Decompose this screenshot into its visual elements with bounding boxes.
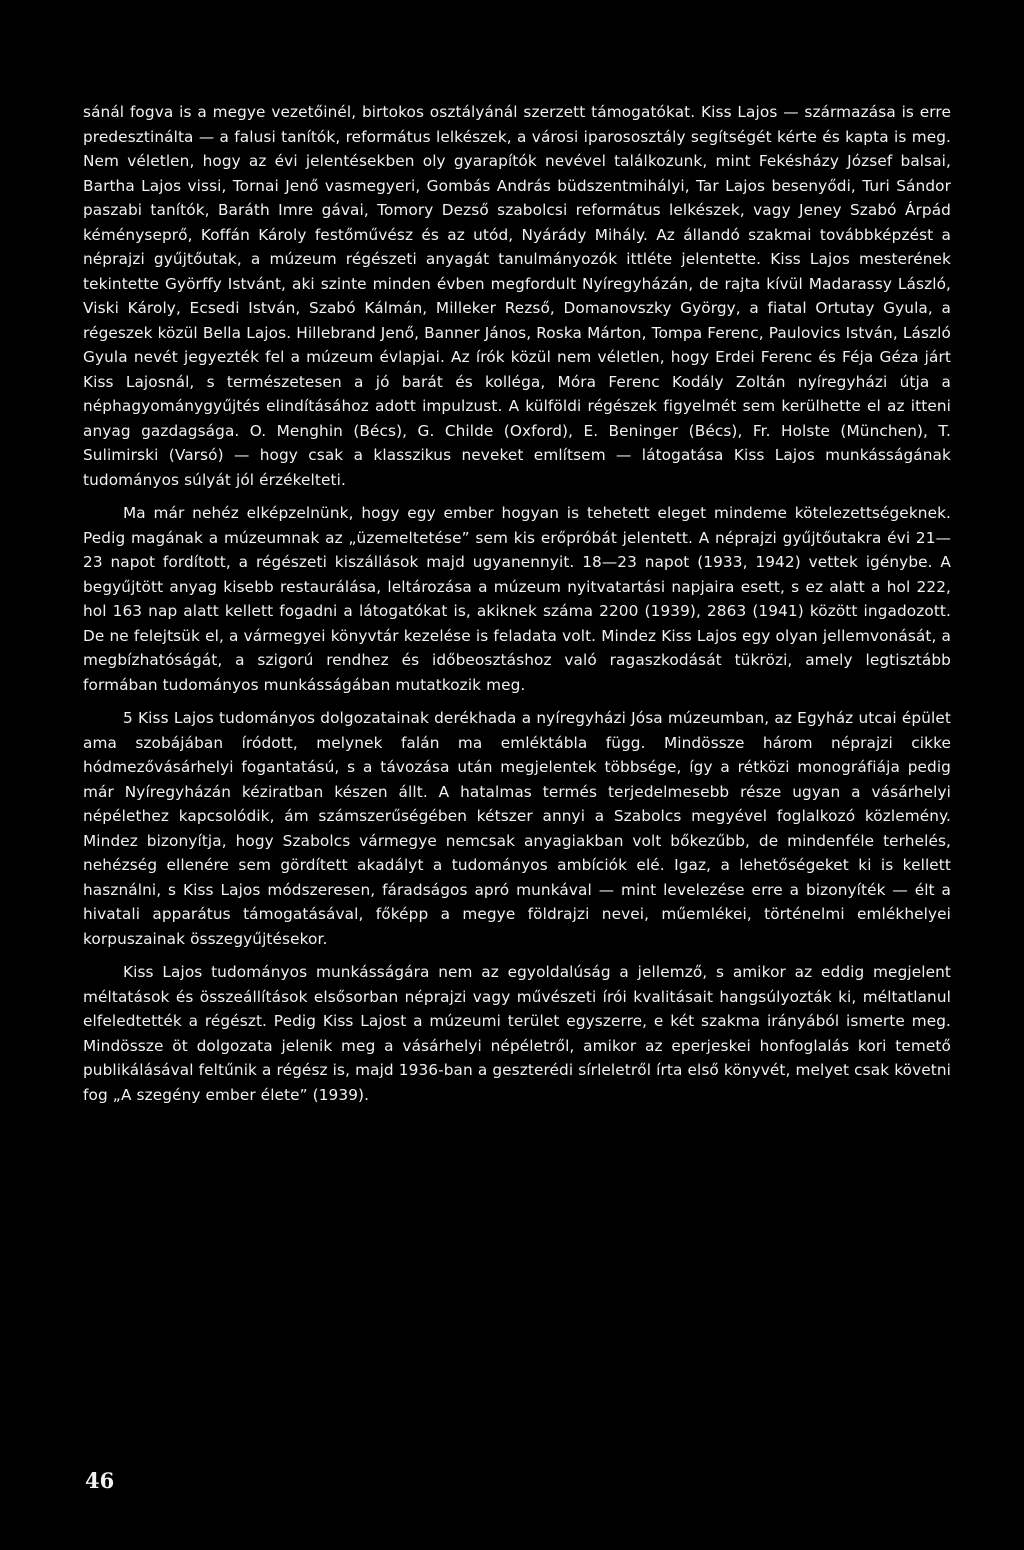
paragraph-2: Ma már nehéz elképzelnünk, hogy egy ember hogyan is tehetett eleget mindeme kötelezettségeknek. Pedig magának a múzeumnak az „üzemeltetése” sem kis erőpróbát jelentett. A néprajzi gyűjtőutakra évi 21—23 napot fordított, a régészeti kiszállások majd ugyanennyit. 18—23 napot (1933, 1942) vettek igénybe. A begyűjtött anyag kisebb restaurálása, leltározása a múzeum nyitvatartási napjaira esett, s ez alatt a hol 222, hol 163 nap alatt kellett fogadni a látogatókat is, akiknek száma 2200 (1939), 2863 (1941) között ingadozott. De ne felejtsük el, a vármegyei könyvtár kezelése is feladata volt. Mindez Kiss Lajos egy olyan jellemvonását, a megbízhatóságát, a szigorú rendhez és időbeosztáshoz való ragaszkodását tükrözi, amely legtisztább formában tudományos munkásságában mutatkozik meg. — [83, 504, 951, 694]
paragraph-4: Kiss Lajos tudományos munkásságára nem az egyoldalúság a jellemző, s amikor az eddig megjelent méltatások és összeállítások elsősorban néprajzi vagy művészeti írói kvalitásait hangsúlyozták ki, méltatlanul elfeledtették a régészt. Pedig Kiss Lajost a múzeumi terület egyszerre, e két szakma irányából ismerte meg. Mindössze öt dolgozata jelenik meg a vásárhelyi népéletről, amikor az eperjeskei honfoglalás kori temető publikálásával feltűnik a régész is, majd 1936-ban a geszterédi sírleletről írta első könyvét, melyet csak követni fog „A szegény ember élete” (1939). — [83, 963, 951, 1104]
paragraph-3: 5 Kiss Lajos tudományos dolgozatainak derékhada a nyíregyházi Jósa múzeumban, az Egyház utcai épület ama szobájában íródott, melynek falán ma emléktábla függ. Mindössze három néprajzi cikke hódmezővásárhelyi fogantatású, s a távozása után megjelentek többsége, így a rétközi monográfiája pedig már Nyíregyházán kéziratban készen állt. A hatalmas termés terjedelmesebb része ugyan a vásárhelyi népélethez kapcsolódik, ám számszerűségében kétszer annyi a Szabolcs megyével foglalkozó közlemény. Mindez bizonyítja, hogy Szabolcs vármegye nemcsak anyagiakban volt bőkezűbb, de mindenféle terhelés, nehézség ellenére sem gördített akadályt a tudományos ambíciók elé. Igaz, a lehetőségeket ki is kellett használni, s Kiss Lajos módszeresen, fáradságos apró munkával — mint levelezése erre a bizonyíték — élt a hivatali apparátus támogatásával, főképp a megye földrajzi nevei, műemlékei, történelmi emlékhelyei korpuszainak összegyűjtésekor. — [83, 709, 951, 948]
paragraph-1: sánál fogva is a megye vezetőinél, birtokos osztályánál szerzett támogatókat. Kiss Lajos — származása is erre predesztinálta — a falusi tanítók, református lelkészek, a városi iparososztály segítségét kérte és kapta is meg. Nem véletlen, hogy az évi jelentésekben oly gyarapítók nevével találkozunk, mint Fekésházy József balsai, Bartha Lajos vissi, Tornai Jenő vasmegyeri, Gombás András büdszentmihályi, Tar Lajos besenyődi, Turi Sándor paszabi tanítók, Baráth Imre gávai, Tomory Dezső szabolcsi református lelkészek, vagy Jeney Szabó Árpád kéményseprő, Koffán Károly festőművész és az utód, Nyárády Mihály. Az állandó szakmai továbbképzést a néprajzi gyűjtőutak, a múzeum régészeti anyagát tanulmányozók ittléte jelentette. Kiss Lajos mesterének tekintette Györffy Istvánt, aki szinte minden évben megfordult Nyíregyházán, de rajta kívül Madarassy László, Viski Károly, Ecsedi István, Szabó Kálmán, Milleker Rezső, Domanovszky György, a fiatal Ortutay Gyula, a régeszek közül Bella Lajos. Hillebrand Jenő, Banner János, Roska Márton, Tompa Ferenc, Paulovics István, László Gyula nevét jegyezték fel a múzeum évlapjai. Az írók közül nem véletlen, hogy Erdei Ferenc és Féja Géza járt Kiss Lajosnál, s természetesen a jó barát és kolléga, Móra Ferenc Kodály Zoltán nyíregyházi útja a néphagyománygyűjtés elindításához adott impulzust. A külföldi régészek figyelmét sem kerülhette el az itteni anyag gazdagsága. O. Menghin (Bécs), G. Childe (Oxford), E. Beninger (Bécs), Fr. Holste (München), T. Sulimirski (Varsó) — hogy csak a klasszikus neveket említsem — látogatása Kiss Lajos munkásságának tudományos súlyát jól érzékelteti. — [83, 103, 951, 489]
document-body — [83, 100, 951, 1107]
page-number: 46 — [85, 1468, 115, 1493]
